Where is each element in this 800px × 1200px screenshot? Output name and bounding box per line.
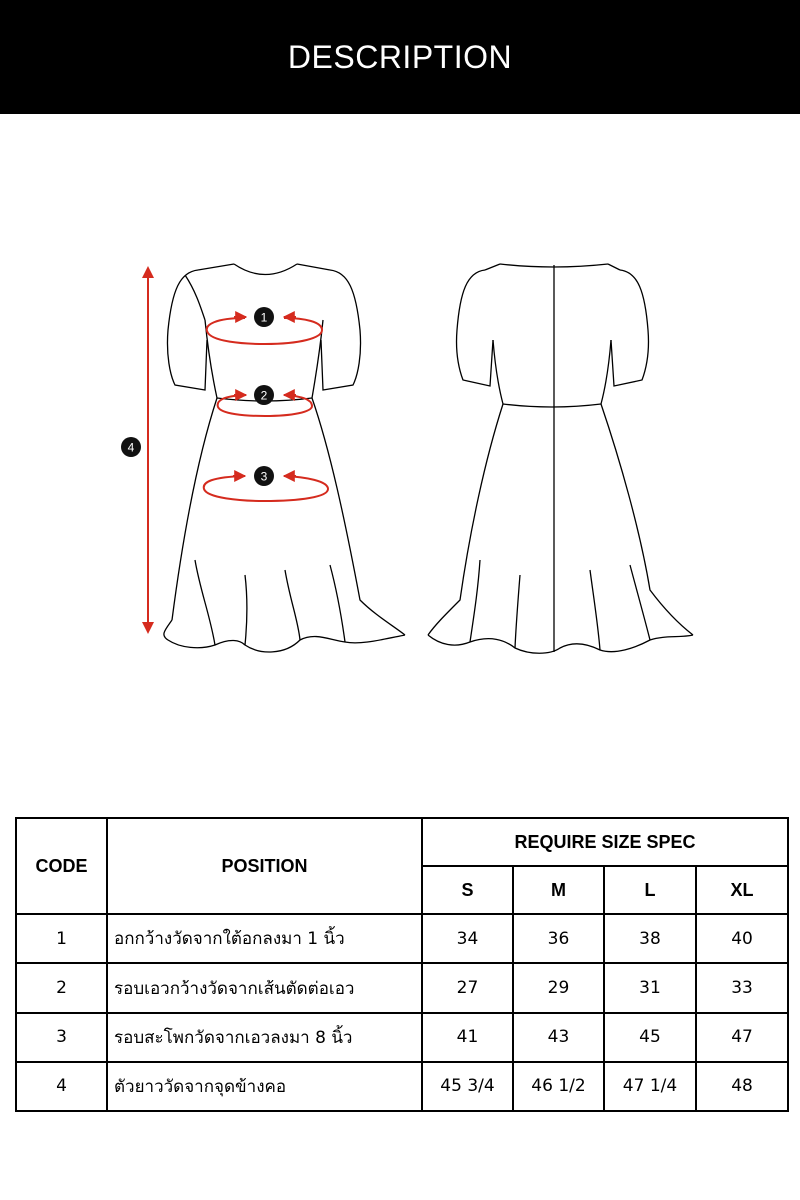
table-row	[16, 914, 788, 963]
row-value-s: 27	[422, 963, 513, 1012]
position-header: POSITION	[107, 818, 422, 914]
table-row	[16, 1062, 788, 1111]
row-value-xl: 47	[696, 1013, 788, 1062]
row-value-m: 36	[513, 914, 604, 963]
row-code: 2	[16, 963, 107, 1012]
size-header-m: M	[513, 866, 604, 914]
row-value-s: 41	[422, 1013, 513, 1062]
row-code: 1	[16, 914, 107, 963]
back-dress-sketch	[428, 264, 693, 653]
code-header: CODE	[16, 818, 107, 914]
svg-text:1: 1	[260, 310, 268, 325]
size-header-s: S	[422, 866, 513, 914]
row-code: 4	[16, 1062, 107, 1111]
size-spec-table	[15, 817, 789, 1112]
table-row	[16, 1013, 788, 1062]
page-title: DESCRIPTION	[287, 38, 513, 75]
dress-measurement-diagram	[0, 114, 800, 714]
size-header-l: L	[604, 866, 696, 914]
svg-text:4: 4	[127, 440, 135, 455]
row-position: รอบสะโพกวัดจากเอวลงมา 8 นิ้ว	[107, 1013, 422, 1062]
table-row	[16, 963, 788, 1012]
row-value-xl: 48	[696, 1062, 788, 1111]
row-value-xl: 40	[696, 914, 788, 963]
row-position: รอบเอวกว้างวัดจากเส้นตัดต่อเอว	[107, 963, 422, 1012]
marker-4	[121, 437, 141, 457]
row-value-xl: 33	[696, 963, 788, 1012]
svg-text:3: 3	[260, 469, 268, 484]
row-value-m: 46 1/2	[513, 1062, 604, 1111]
row-value-m: 43	[513, 1013, 604, 1062]
row-value-l: 38	[604, 914, 696, 963]
header-bar	[0, 0, 800, 114]
row-position: อกกว้างวัดจากใต้อกลงมา 1 นิ้ว	[107, 914, 422, 963]
row-value-l: 31	[604, 963, 696, 1012]
size-spec-header: REQUIRE SIZE SPEC	[422, 818, 788, 866]
marker-2	[254, 385, 274, 405]
row-position: ตัวยาววัดจากจุดข้างคอ	[107, 1062, 422, 1111]
size-header-xl: XL	[696, 866, 788, 914]
row-value-m: 29	[513, 963, 604, 1012]
row-code: 3	[16, 1013, 107, 1062]
marker-3	[254, 466, 274, 486]
svg-text:2: 2	[260, 388, 268, 403]
row-value-l: 45	[604, 1013, 696, 1062]
row-value-s: 45 3/4	[422, 1062, 513, 1111]
measurement-guides	[142, 266, 328, 634]
marker-1	[254, 307, 274, 327]
row-value-s: 34	[422, 914, 513, 963]
row-value-l: 47 1/4	[604, 1062, 696, 1111]
front-dress-sketch	[164, 264, 405, 652]
